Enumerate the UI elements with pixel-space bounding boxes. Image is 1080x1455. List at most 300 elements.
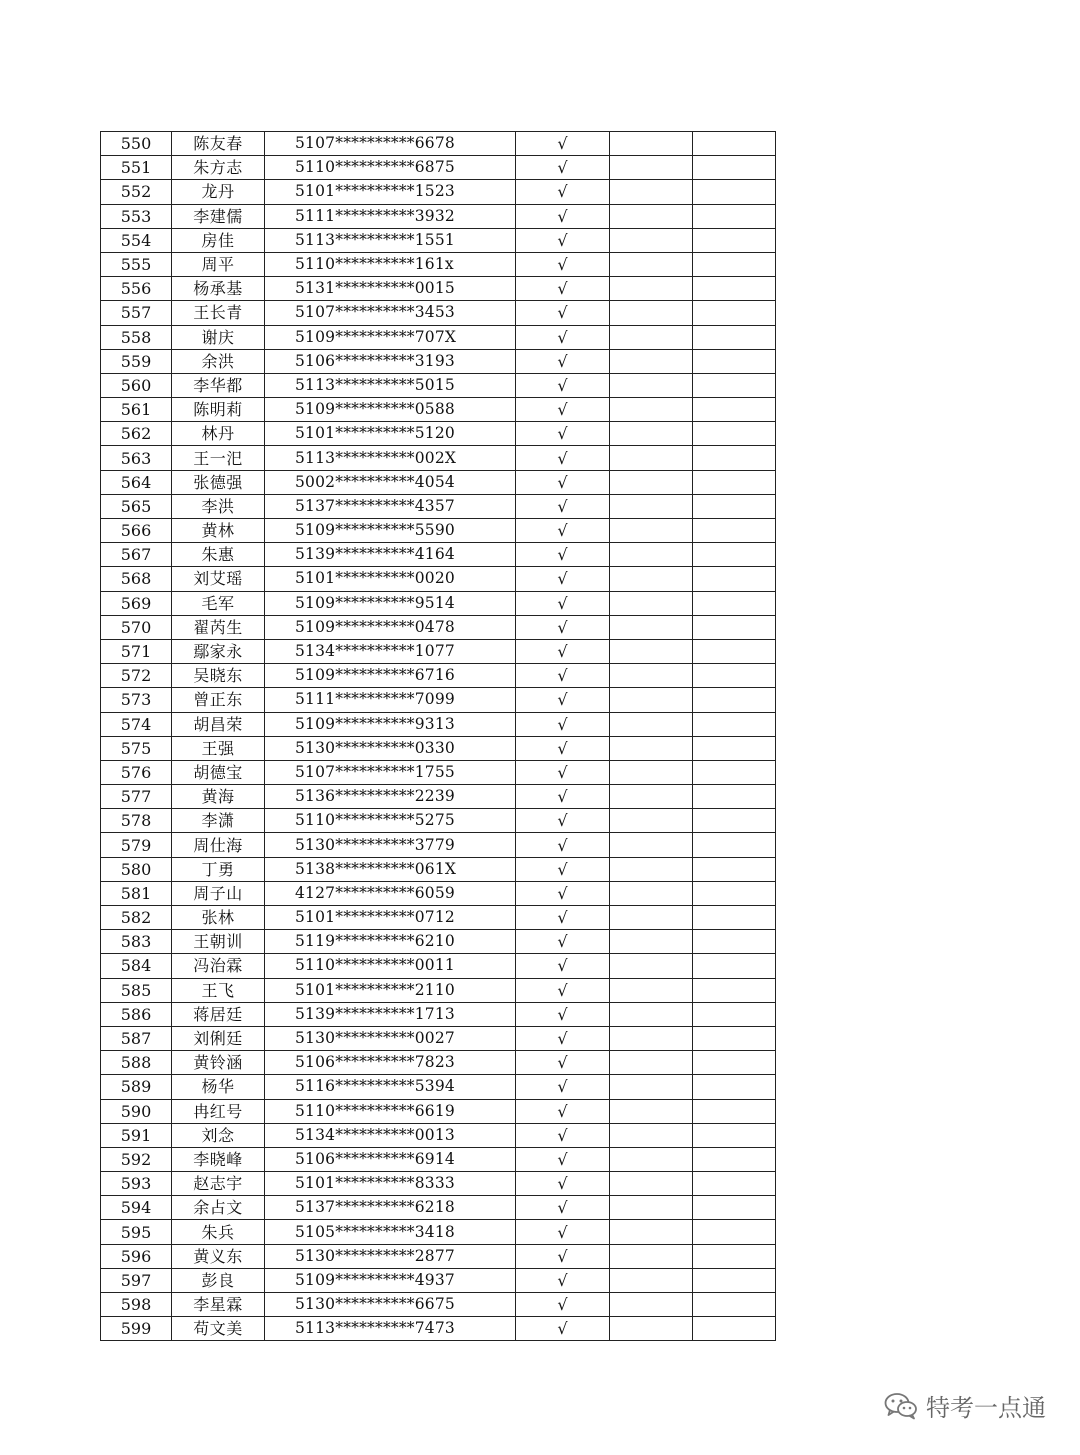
empty-cell bbox=[693, 615, 776, 639]
person-name: 朱兵 bbox=[172, 1220, 265, 1244]
row-number: 555 bbox=[101, 252, 172, 276]
check-mark: √ bbox=[516, 1075, 610, 1099]
empty-cell bbox=[610, 1244, 693, 1268]
check-mark: √ bbox=[516, 664, 610, 688]
person-name: 黄海 bbox=[172, 785, 265, 809]
empty-cell bbox=[693, 252, 776, 276]
row-number: 551 bbox=[101, 156, 172, 180]
table-row bbox=[101, 809, 776, 833]
row-number: 558 bbox=[101, 325, 172, 349]
check-mark: √ bbox=[516, 470, 610, 494]
roster-table-body bbox=[101, 132, 776, 1341]
empty-cell bbox=[693, 567, 776, 591]
table-row bbox=[101, 1293, 776, 1317]
empty-cell bbox=[693, 277, 776, 301]
empty-cell bbox=[610, 1147, 693, 1171]
id-number: 5106**********3193 bbox=[265, 349, 516, 373]
row-number: 575 bbox=[101, 736, 172, 760]
id-number: 5131**********0015 bbox=[265, 277, 516, 301]
person-name: 朱方志 bbox=[172, 156, 265, 180]
id-number: 5107**********6678 bbox=[265, 132, 516, 156]
person-name: 冉红号 bbox=[172, 1099, 265, 1123]
table-row bbox=[101, 470, 776, 494]
empty-cell bbox=[610, 1293, 693, 1317]
empty-cell bbox=[610, 325, 693, 349]
row-number: 562 bbox=[101, 422, 172, 446]
watermark bbox=[884, 1388, 1046, 1423]
check-mark: √ bbox=[516, 519, 610, 543]
empty-cell bbox=[610, 204, 693, 228]
empty-cell bbox=[693, 1196, 776, 1220]
row-number: 565 bbox=[101, 494, 172, 518]
check-mark: √ bbox=[516, 373, 610, 397]
empty-cell bbox=[610, 470, 693, 494]
empty-cell bbox=[693, 543, 776, 567]
table-row bbox=[101, 567, 776, 591]
id-number: 5101**********8333 bbox=[265, 1172, 516, 1196]
row-number: 597 bbox=[101, 1268, 172, 1292]
row-number: 596 bbox=[101, 1244, 172, 1268]
person-name: 苟文美 bbox=[172, 1317, 265, 1341]
person-name: 王长青 bbox=[172, 301, 265, 325]
table-row bbox=[101, 736, 776, 760]
empty-cell bbox=[610, 180, 693, 204]
id-number: 5110**********6875 bbox=[265, 156, 516, 180]
empty-cell bbox=[610, 809, 693, 833]
id-number: 5113**********7473 bbox=[265, 1317, 516, 1341]
empty-cell bbox=[693, 1268, 776, 1292]
person-name: 毛军 bbox=[172, 591, 265, 615]
id-number: 5116**********5394 bbox=[265, 1075, 516, 1099]
check-mark: √ bbox=[516, 785, 610, 809]
id-number: 5119**********6210 bbox=[265, 930, 516, 954]
empty-cell bbox=[693, 398, 776, 422]
id-number: 5107**********3453 bbox=[265, 301, 516, 325]
empty-cell bbox=[610, 446, 693, 470]
person-name: 胡德宝 bbox=[172, 760, 265, 784]
table-row bbox=[101, 857, 776, 881]
id-number: 5101**********5120 bbox=[265, 422, 516, 446]
empty-cell bbox=[610, 833, 693, 857]
empty-cell bbox=[610, 954, 693, 978]
check-mark: √ bbox=[516, 833, 610, 857]
row-number: 564 bbox=[101, 470, 172, 494]
empty-cell bbox=[693, 373, 776, 397]
person-name: 李潇 bbox=[172, 809, 265, 833]
person-name: 赵志宇 bbox=[172, 1172, 265, 1196]
check-mark: √ bbox=[516, 1244, 610, 1268]
empty-cell bbox=[693, 1026, 776, 1050]
check-mark: √ bbox=[516, 494, 610, 518]
check-mark: √ bbox=[516, 1002, 610, 1026]
empty-cell bbox=[693, 1123, 776, 1147]
id-number: 5101**********1523 bbox=[265, 180, 516, 204]
id-number: 5137**********6218 bbox=[265, 1196, 516, 1220]
empty-cell bbox=[693, 760, 776, 784]
row-number: 567 bbox=[101, 543, 172, 567]
id-number: 5109**********0588 bbox=[265, 398, 516, 422]
empty-cell bbox=[693, 1317, 776, 1341]
check-mark: √ bbox=[516, 1196, 610, 1220]
person-name: 彭良 bbox=[172, 1268, 265, 1292]
row-number: 585 bbox=[101, 978, 172, 1002]
id-number: 5111**********7099 bbox=[265, 688, 516, 712]
id-number: 5138**********061X bbox=[265, 857, 516, 881]
person-name: 冯治霖 bbox=[172, 954, 265, 978]
empty-cell bbox=[693, 857, 776, 881]
table-row bbox=[101, 1147, 776, 1171]
check-mark: √ bbox=[516, 204, 610, 228]
table-row bbox=[101, 1123, 776, 1147]
id-number: 5139**********1713 bbox=[265, 1002, 516, 1026]
check-mark: √ bbox=[516, 1268, 610, 1292]
row-number: 593 bbox=[101, 1172, 172, 1196]
id-number: 5109**********9313 bbox=[265, 712, 516, 736]
empty-cell bbox=[693, 809, 776, 833]
row-number: 588 bbox=[101, 1051, 172, 1075]
check-mark: √ bbox=[516, 591, 610, 615]
person-name: 刘艾瑶 bbox=[172, 567, 265, 591]
row-number: 554 bbox=[101, 228, 172, 252]
table-row bbox=[101, 978, 776, 1002]
table-row bbox=[101, 494, 776, 518]
check-mark: √ bbox=[516, 1123, 610, 1147]
table-row bbox=[101, 1172, 776, 1196]
row-number: 582 bbox=[101, 906, 172, 930]
check-mark: √ bbox=[516, 760, 610, 784]
table-row bbox=[101, 639, 776, 663]
empty-cell bbox=[693, 1002, 776, 1026]
check-mark: √ bbox=[516, 422, 610, 446]
check-mark: √ bbox=[516, 132, 610, 156]
person-name: 黄铃涵 bbox=[172, 1051, 265, 1075]
empty-cell bbox=[610, 615, 693, 639]
table-row bbox=[101, 906, 776, 930]
id-number: 5101**********0712 bbox=[265, 906, 516, 930]
table-row bbox=[101, 615, 776, 639]
row-number: 552 bbox=[101, 180, 172, 204]
empty-cell bbox=[610, 1317, 693, 1341]
id-number: 5106**********7823 bbox=[265, 1051, 516, 1075]
empty-cell bbox=[610, 881, 693, 905]
empty-cell bbox=[610, 760, 693, 784]
row-number: 561 bbox=[101, 398, 172, 422]
row-number: 594 bbox=[101, 1196, 172, 1220]
empty-cell bbox=[693, 349, 776, 373]
table-row bbox=[101, 1244, 776, 1268]
id-number: 5101**********0020 bbox=[265, 567, 516, 591]
table-row bbox=[101, 881, 776, 905]
empty-cell bbox=[610, 1172, 693, 1196]
person-name: 陈友春 bbox=[172, 132, 265, 156]
row-number: 579 bbox=[101, 833, 172, 857]
empty-cell bbox=[610, 1002, 693, 1026]
id-number: 5111**********3932 bbox=[265, 204, 516, 228]
empty-cell bbox=[610, 906, 693, 930]
empty-cell bbox=[610, 785, 693, 809]
row-number: 586 bbox=[101, 1002, 172, 1026]
check-mark: √ bbox=[516, 252, 610, 276]
person-name: 余洪 bbox=[172, 349, 265, 373]
row-number: 592 bbox=[101, 1147, 172, 1171]
person-name: 王朝训 bbox=[172, 930, 265, 954]
check-mark: √ bbox=[516, 1172, 610, 1196]
table-row bbox=[101, 1099, 776, 1123]
table-row bbox=[101, 180, 776, 204]
empty-cell bbox=[693, 881, 776, 905]
empty-cell bbox=[693, 156, 776, 180]
empty-cell bbox=[610, 1220, 693, 1244]
empty-cell bbox=[693, 519, 776, 543]
row-number: 584 bbox=[101, 954, 172, 978]
person-name: 杨华 bbox=[172, 1075, 265, 1099]
table-row bbox=[101, 132, 776, 156]
empty-cell bbox=[693, 132, 776, 156]
person-name: 丁勇 bbox=[172, 857, 265, 881]
id-number: 5109**********0478 bbox=[265, 615, 516, 639]
check-mark: √ bbox=[516, 1317, 610, 1341]
empty-cell bbox=[693, 1075, 776, 1099]
table-row bbox=[101, 785, 776, 809]
id-number: 5134**********0013 bbox=[265, 1123, 516, 1147]
watermark-text: 特考一点通 bbox=[926, 1394, 1046, 1422]
row-number: 595 bbox=[101, 1220, 172, 1244]
check-mark: √ bbox=[516, 1147, 610, 1171]
empty-cell bbox=[610, 156, 693, 180]
id-number: 5130**********0330 bbox=[265, 736, 516, 760]
empty-cell bbox=[610, 591, 693, 615]
id-number: 5113**********002X bbox=[265, 446, 516, 470]
row-number: 578 bbox=[101, 809, 172, 833]
row-number: 571 bbox=[101, 639, 172, 663]
empty-cell bbox=[610, 1099, 693, 1123]
id-number: 5113**********1551 bbox=[265, 228, 516, 252]
person-name: 李星霖 bbox=[172, 1293, 265, 1317]
check-mark: √ bbox=[516, 398, 610, 422]
empty-cell bbox=[693, 978, 776, 1002]
table-row bbox=[101, 519, 776, 543]
empty-cell bbox=[693, 325, 776, 349]
row-number: 563 bbox=[101, 446, 172, 470]
empty-cell bbox=[693, 930, 776, 954]
empty-cell bbox=[693, 180, 776, 204]
row-number: 576 bbox=[101, 760, 172, 784]
table-row bbox=[101, 398, 776, 422]
row-number: 557 bbox=[101, 301, 172, 325]
row-number: 589 bbox=[101, 1075, 172, 1099]
person-name: 陈明莉 bbox=[172, 398, 265, 422]
empty-cell bbox=[693, 664, 776, 688]
check-mark: √ bbox=[516, 543, 610, 567]
empty-cell bbox=[610, 1026, 693, 1050]
person-name: 张德强 bbox=[172, 470, 265, 494]
row-number: 573 bbox=[101, 688, 172, 712]
person-name: 曾正东 bbox=[172, 688, 265, 712]
check-mark: √ bbox=[516, 688, 610, 712]
person-name: 周子山 bbox=[172, 881, 265, 905]
empty-cell bbox=[610, 567, 693, 591]
id-number: 5130**********0027 bbox=[265, 1026, 516, 1050]
table-row bbox=[101, 373, 776, 397]
empty-cell bbox=[693, 446, 776, 470]
check-mark: √ bbox=[516, 881, 610, 905]
row-number: 577 bbox=[101, 785, 172, 809]
person-name: 翟芮生 bbox=[172, 615, 265, 639]
empty-cell bbox=[693, 591, 776, 615]
id-number: 5109**********9514 bbox=[265, 591, 516, 615]
person-name: 张林 bbox=[172, 906, 265, 930]
check-mark: √ bbox=[516, 615, 610, 639]
empty-cell bbox=[693, 639, 776, 663]
empty-cell bbox=[610, 349, 693, 373]
table-row bbox=[101, 156, 776, 180]
check-mark: √ bbox=[516, 156, 610, 180]
id-number: 5130**********6675 bbox=[265, 1293, 516, 1317]
empty-cell bbox=[610, 639, 693, 663]
row-number: 599 bbox=[101, 1317, 172, 1341]
person-name: 朱惠 bbox=[172, 543, 265, 567]
row-number: 553 bbox=[101, 204, 172, 228]
person-name: 杨承基 bbox=[172, 277, 265, 301]
table-row bbox=[101, 301, 776, 325]
table-row bbox=[101, 1051, 776, 1075]
check-mark: √ bbox=[516, 180, 610, 204]
id-number: 5110**********161x bbox=[265, 252, 516, 276]
id-number: 5101**********2110 bbox=[265, 978, 516, 1002]
table-row bbox=[101, 252, 776, 276]
check-mark: √ bbox=[516, 1099, 610, 1123]
person-name: 刘念 bbox=[172, 1123, 265, 1147]
wechat-icon bbox=[884, 1392, 918, 1420]
empty-cell bbox=[610, 664, 693, 688]
row-number: 591 bbox=[101, 1123, 172, 1147]
id-number: 5109**********4937 bbox=[265, 1268, 516, 1292]
empty-cell bbox=[693, 228, 776, 252]
empty-cell bbox=[610, 1123, 693, 1147]
check-mark: √ bbox=[516, 1293, 610, 1317]
check-mark: √ bbox=[516, 567, 610, 591]
empty-cell bbox=[693, 422, 776, 446]
id-number: 5130**********2877 bbox=[265, 1244, 516, 1268]
person-name: 李华都 bbox=[172, 373, 265, 397]
empty-cell bbox=[610, 1075, 693, 1099]
person-name: 刘俐廷 bbox=[172, 1026, 265, 1050]
check-mark: √ bbox=[516, 857, 610, 881]
empty-cell bbox=[610, 543, 693, 567]
empty-cell bbox=[693, 906, 776, 930]
row-number: 559 bbox=[101, 349, 172, 373]
empty-cell bbox=[610, 1051, 693, 1075]
empty-cell bbox=[693, 1244, 776, 1268]
check-mark: √ bbox=[516, 228, 610, 252]
empty-cell bbox=[610, 978, 693, 1002]
row-number: 574 bbox=[101, 712, 172, 736]
person-name: 林丹 bbox=[172, 422, 265, 446]
check-mark: √ bbox=[516, 906, 610, 930]
empty-cell bbox=[693, 785, 776, 809]
person-name: 鄢家永 bbox=[172, 639, 265, 663]
id-number: 5106**********6914 bbox=[265, 1147, 516, 1171]
id-number: 5110**********6619 bbox=[265, 1099, 516, 1123]
empty-cell bbox=[610, 422, 693, 446]
empty-cell bbox=[693, 833, 776, 857]
id-number: 5109**********6716 bbox=[265, 664, 516, 688]
empty-cell bbox=[610, 1268, 693, 1292]
check-mark: √ bbox=[516, 736, 610, 760]
table-row bbox=[101, 930, 776, 954]
row-number: 590 bbox=[101, 1099, 172, 1123]
row-number: 556 bbox=[101, 277, 172, 301]
row-number: 550 bbox=[101, 132, 172, 156]
person-name: 蒋居廷 bbox=[172, 1002, 265, 1026]
table-row bbox=[101, 1196, 776, 1220]
empty-cell bbox=[693, 301, 776, 325]
empty-cell bbox=[610, 857, 693, 881]
table-row bbox=[101, 760, 776, 784]
table-row bbox=[101, 277, 776, 301]
empty-cell bbox=[693, 954, 776, 978]
check-mark: √ bbox=[516, 446, 610, 470]
person-name: 黄林 bbox=[172, 519, 265, 543]
empty-cell bbox=[610, 930, 693, 954]
id-number: 5110**********0011 bbox=[265, 954, 516, 978]
table-row bbox=[101, 325, 776, 349]
id-number: 5139**********4164 bbox=[265, 543, 516, 567]
id-number: 5107**********1755 bbox=[265, 760, 516, 784]
id-number: 5109**********5590 bbox=[265, 519, 516, 543]
check-mark: √ bbox=[516, 639, 610, 663]
empty-cell bbox=[610, 519, 693, 543]
table-row bbox=[101, 712, 776, 736]
person-name: 李洪 bbox=[172, 494, 265, 518]
row-number: 570 bbox=[101, 615, 172, 639]
row-number: 568 bbox=[101, 567, 172, 591]
person-name: 周平 bbox=[172, 252, 265, 276]
row-number: 581 bbox=[101, 881, 172, 905]
empty-cell bbox=[610, 736, 693, 760]
id-number: 4127**********6059 bbox=[265, 881, 516, 905]
empty-cell bbox=[693, 1051, 776, 1075]
empty-cell bbox=[610, 277, 693, 301]
row-number: 580 bbox=[101, 857, 172, 881]
row-number: 583 bbox=[101, 930, 172, 954]
person-name: 王一汜 bbox=[172, 446, 265, 470]
table-row bbox=[101, 1220, 776, 1244]
check-mark: √ bbox=[516, 1220, 610, 1244]
person-name: 李建儒 bbox=[172, 204, 265, 228]
empty-cell bbox=[610, 373, 693, 397]
table-row bbox=[101, 228, 776, 252]
table-row bbox=[101, 349, 776, 373]
empty-cell bbox=[610, 712, 693, 736]
empty-cell bbox=[610, 132, 693, 156]
row-number: 598 bbox=[101, 1293, 172, 1317]
person-name: 房佳 bbox=[172, 228, 265, 252]
id-number: 5134**********1077 bbox=[265, 639, 516, 663]
empty-cell bbox=[693, 1293, 776, 1317]
check-mark: √ bbox=[516, 301, 610, 325]
row-number: 569 bbox=[101, 591, 172, 615]
table-row bbox=[101, 591, 776, 615]
person-name: 谢庆 bbox=[172, 325, 265, 349]
check-mark: √ bbox=[516, 325, 610, 349]
table-row bbox=[101, 446, 776, 470]
table-row bbox=[101, 543, 776, 567]
table-row bbox=[101, 204, 776, 228]
id-number: 5002**********4054 bbox=[265, 470, 516, 494]
check-mark: √ bbox=[516, 930, 610, 954]
empty-cell bbox=[610, 494, 693, 518]
